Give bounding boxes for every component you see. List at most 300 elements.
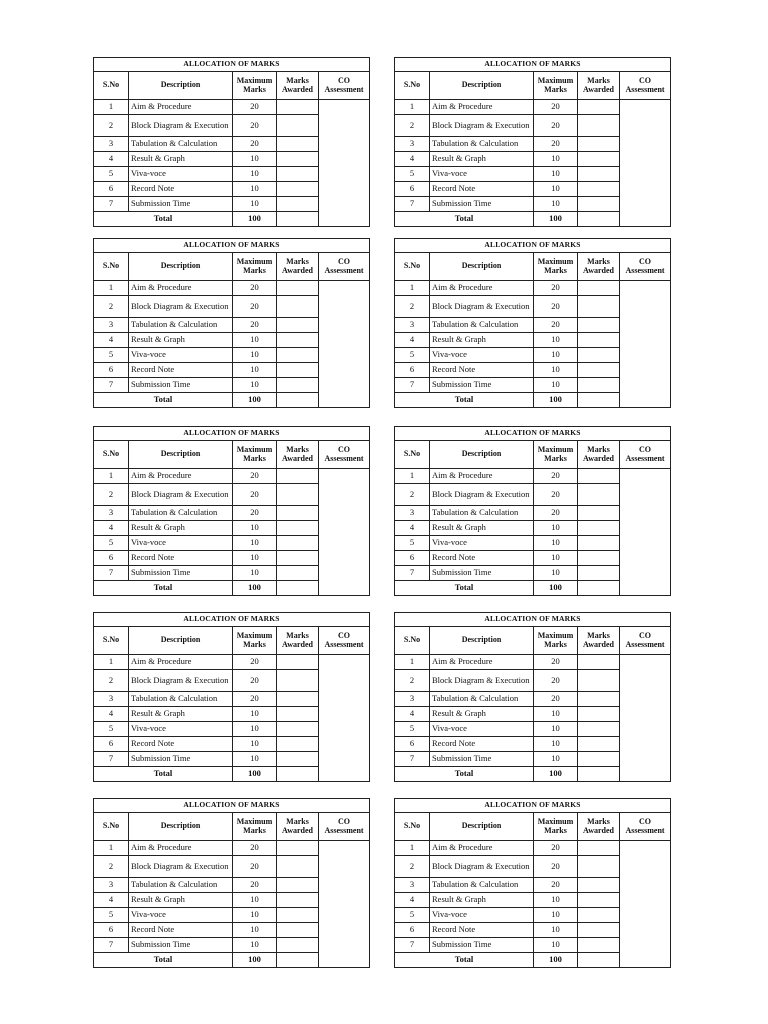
row-sno: 1: [94, 281, 129, 296]
table-row: [395, 167, 671, 182]
header-max-marks: Maximum Marks: [233, 253, 277, 281]
row-sno: 6: [395, 363, 430, 378]
header-sno: S.No: [395, 441, 430, 469]
row-sno: 7: [94, 378, 129, 393]
row-marks-awarded-cell[interactable]: [277, 893, 319, 908]
row-co-assessment-cell[interactable]: [620, 856, 671, 878]
row-sno: 6: [395, 923, 430, 938]
row-marks-awarded-cell[interactable]: [578, 100, 620, 115]
row-marks-awarded-cell[interactable]: [277, 115, 319, 137]
row-co-assessment-cell[interactable]: [319, 182, 370, 197]
table-title: ALLOCATION OF MARKS: [395, 799, 671, 813]
row-co-assessment-cell[interactable]: [319, 536, 370, 551]
row-description: Block Diagram & Execution: [129, 115, 233, 137]
row-marks-awarded-cell[interactable]: [277, 167, 319, 182]
row-description: Viva-voce: [430, 536, 534, 551]
row-co-assessment-cell[interactable]: [620, 878, 671, 893]
row-co-assessment-cell[interactable]: [319, 152, 370, 167]
row-marks-awarded-cell[interactable]: [277, 551, 319, 566]
row-co-assessment-cell[interactable]: [319, 318, 370, 333]
row-sno: 3: [94, 692, 129, 707]
row-sno: 1: [94, 469, 129, 484]
row-marks-awarded-cell[interactable]: [277, 137, 319, 152]
total-co-assessment-cell[interactable]: [620, 393, 671, 408]
row-max-marks: 20: [233, 115, 277, 137]
row-marks-awarded-cell[interactable]: [578, 722, 620, 737]
row-description: Viva-voce: [430, 908, 534, 923]
row-co-assessment-cell[interactable]: [620, 536, 671, 551]
row-sno: 5: [395, 348, 430, 363]
row-description: Tabulation & Calculation: [430, 137, 534, 152]
row-marks-awarded-cell[interactable]: [277, 566, 319, 581]
row-max-marks: 10: [233, 752, 277, 767]
table-title: ALLOCATION OF MARKS: [94, 799, 370, 813]
row-marks-awarded-cell[interactable]: [277, 378, 319, 393]
total-max-marks: 100: [534, 212, 578, 227]
row-marks-awarded-cell[interactable]: [277, 484, 319, 506]
row-max-marks: 10: [233, 707, 277, 722]
row-marks-awarded-cell[interactable]: [578, 521, 620, 536]
row-description: Block Diagram & Execution: [430, 115, 534, 137]
row-co-assessment-cell[interactable]: [319, 363, 370, 378]
row-co-assessment-cell[interactable]: [620, 566, 671, 581]
row-description: Tabulation & Calculation: [129, 506, 233, 521]
row-max-marks: 20: [233, 296, 277, 318]
table-row: [395, 182, 671, 197]
total-co-assessment-cell[interactable]: [319, 581, 370, 596]
row-co-assessment-cell[interactable]: [319, 115, 370, 137]
row-description: Record Note: [129, 923, 233, 938]
row-sno: 2: [94, 856, 129, 878]
row-co-assessment-cell[interactable]: [319, 551, 370, 566]
row-co-assessment-cell[interactable]: [319, 197, 370, 212]
row-co-assessment-cell[interactable]: [620, 938, 671, 953]
allocation-table: [93, 612, 370, 782]
row-co-assessment-cell[interactable]: [620, 752, 671, 767]
row-sno: 7: [94, 566, 129, 581]
row-sno: 1: [94, 100, 129, 115]
total-label: Total: [395, 581, 534, 596]
row-co-assessment-cell[interactable]: [319, 908, 370, 923]
header-sno: S.No: [395, 253, 430, 281]
header-max-marks: Maximum Marks: [233, 441, 277, 469]
table-row: [94, 484, 370, 506]
row-marks-awarded-cell[interactable]: [578, 737, 620, 752]
row-marks-awarded-cell[interactable]: [277, 197, 319, 212]
row-marks-awarded-cell[interactable]: [277, 841, 319, 856]
row-description: Aim & Procedure: [129, 281, 233, 296]
table-row: [94, 333, 370, 348]
row-marks-awarded-cell[interactable]: [277, 670, 319, 692]
row-marks-awarded-cell[interactable]: [578, 296, 620, 318]
header-max-marks: Maximum Marks: [534, 813, 578, 841]
row-marks-awarded-cell[interactable]: [578, 469, 620, 484]
row-marks-awarded-cell[interactable]: [578, 893, 620, 908]
row-marks-awarded-cell[interactable]: [578, 182, 620, 197]
allocation-table-card: [93, 426, 369, 596]
row-marks-awarded-cell[interactable]: [277, 856, 319, 878]
total-marks-awarded-cell[interactable]: [578, 581, 620, 596]
table-row: [94, 722, 370, 737]
row-marks-awarded-cell[interactable]: [578, 655, 620, 670]
row-marks-awarded-cell[interactable]: [277, 692, 319, 707]
row-marks-awarded-cell[interactable]: [578, 115, 620, 137]
row-sno: 6: [94, 182, 129, 197]
row-co-assessment-cell[interactable]: [620, 281, 671, 296]
row-marks-awarded-cell[interactable]: [277, 752, 319, 767]
row-co-assessment-cell[interactable]: [319, 100, 370, 115]
row-description: Viva-voce: [129, 908, 233, 923]
table-row: [94, 923, 370, 938]
table-row: [395, 363, 671, 378]
total-co-assessment-cell[interactable]: [319, 953, 370, 968]
row-co-assessment-cell[interactable]: [319, 670, 370, 692]
row-co-assessment-cell[interactable]: [319, 737, 370, 752]
row-description: Block Diagram & Execution: [430, 484, 534, 506]
header-marks-awarded: Marks Awarded: [277, 441, 319, 469]
total-co-assessment-cell[interactable]: [319, 393, 370, 408]
row-description: Aim & Procedure: [430, 655, 534, 670]
row-co-assessment-cell[interactable]: [319, 484, 370, 506]
row-marks-awarded-cell[interactable]: [578, 152, 620, 167]
table-row: [94, 707, 370, 722]
total-marks-awarded-cell[interactable]: [277, 393, 319, 408]
row-marks-awarded-cell[interactable]: [277, 469, 319, 484]
row-marks-awarded-cell[interactable]: [578, 484, 620, 506]
row-co-assessment-cell[interactable]: [620, 182, 671, 197]
total-row: [395, 212, 671, 227]
row-max-marks: 20: [233, 841, 277, 856]
row-sno: 3: [395, 506, 430, 521]
row-max-marks: 10: [233, 363, 277, 378]
row-sno: 1: [94, 841, 129, 856]
row-co-assessment-cell[interactable]: [319, 469, 370, 484]
total-marks-awarded-cell[interactable]: [578, 393, 620, 408]
row-marks-awarded-cell[interactable]: [277, 348, 319, 363]
row-co-assessment-cell[interactable]: [620, 197, 671, 212]
row-co-assessment-cell[interactable]: [319, 137, 370, 152]
allocation-table-card: [394, 426, 670, 596]
row-max-marks: 10: [233, 908, 277, 923]
header-max-marks: Maximum Marks: [233, 72, 277, 100]
total-marks-awarded-cell[interactable]: [277, 212, 319, 227]
row-sno: 2: [395, 115, 430, 137]
row-marks-awarded-cell[interactable]: [578, 566, 620, 581]
header-co-assessment: CO Assessment: [620, 627, 671, 655]
table-row: [94, 752, 370, 767]
row-description: Block Diagram & Execution: [129, 856, 233, 878]
total-co-assessment-cell[interactable]: [620, 212, 671, 227]
row-co-assessment-cell[interactable]: [319, 692, 370, 707]
row-description: Tabulation & Calculation: [430, 692, 534, 707]
row-co-assessment-cell[interactable]: [319, 923, 370, 938]
row-max-marks: 20: [534, 655, 578, 670]
total-co-assessment-cell[interactable]: [620, 953, 671, 968]
table-row: [395, 484, 671, 506]
row-max-marks: 10: [534, 378, 578, 393]
row-marks-awarded-cell[interactable]: [578, 551, 620, 566]
row-sno: 2: [94, 115, 129, 137]
row-marks-awarded-cell[interactable]: [277, 908, 319, 923]
row-co-assessment-cell[interactable]: [319, 521, 370, 536]
row-sno: 3: [395, 692, 430, 707]
total-max-marks: 100: [534, 581, 578, 596]
header-co-assessment: CO Assessment: [620, 72, 671, 100]
row-co-assessment-cell[interactable]: [620, 333, 671, 348]
row-marks-awarded-cell[interactable]: [277, 878, 319, 893]
row-sno: 6: [395, 182, 430, 197]
row-co-assessment-cell[interactable]: [620, 100, 671, 115]
row-max-marks: 10: [233, 152, 277, 167]
row-co-assessment-cell[interactable]: [620, 137, 671, 152]
row-description: Tabulation & Calculation: [129, 878, 233, 893]
row-sno: 4: [94, 707, 129, 722]
total-marks-awarded-cell[interactable]: [277, 953, 319, 968]
row-sno: 7: [395, 938, 430, 953]
total-row: [94, 581, 370, 596]
row-co-assessment-cell[interactable]: [319, 378, 370, 393]
row-marks-awarded-cell[interactable]: [578, 938, 620, 953]
row-co-assessment-cell[interactable]: [620, 363, 671, 378]
row-marks-awarded-cell[interactable]: [578, 363, 620, 378]
row-sno: 7: [94, 197, 129, 212]
row-co-assessment-cell[interactable]: [620, 737, 671, 752]
row-description: Aim & Procedure: [430, 469, 534, 484]
row-co-assessment-cell[interactable]: [620, 167, 671, 182]
row-sno: 2: [395, 484, 430, 506]
row-marks-awarded-cell[interactable]: [277, 707, 319, 722]
row-co-assessment-cell[interactable]: [319, 841, 370, 856]
row-marks-awarded-cell[interactable]: [578, 856, 620, 878]
row-marks-awarded-cell[interactable]: [277, 536, 319, 551]
table-row: [395, 938, 671, 953]
total-label: Total: [395, 767, 534, 782]
row-sno: 4: [395, 521, 430, 536]
row-co-assessment-cell[interactable]: [620, 551, 671, 566]
row-marks-awarded-cell[interactable]: [578, 841, 620, 856]
row-marks-awarded-cell[interactable]: [578, 536, 620, 551]
row-max-marks: 10: [233, 551, 277, 566]
table-title: ALLOCATION OF MARKS: [94, 58, 370, 72]
header-co-assessment: CO Assessment: [319, 813, 370, 841]
row-marks-awarded-cell[interactable]: [578, 281, 620, 296]
table-row: [94, 469, 370, 484]
row-description: Block Diagram & Execution: [430, 856, 534, 878]
row-marks-awarded-cell[interactable]: [578, 318, 620, 333]
row-marks-awarded-cell[interactable]: [277, 296, 319, 318]
row-marks-awarded-cell[interactable]: [578, 137, 620, 152]
row-marks-awarded-cell[interactable]: [578, 378, 620, 393]
total-row: [94, 767, 370, 782]
total-co-assessment-cell[interactable]: [620, 767, 671, 782]
total-label: Total: [94, 581, 233, 596]
table-title: ALLOCATION OF MARKS: [395, 613, 671, 627]
row-co-assessment-cell[interactable]: [620, 893, 671, 908]
row-co-assessment-cell[interactable]: [319, 722, 370, 737]
row-co-assessment-cell[interactable]: [620, 923, 671, 938]
row-description: Submission Time: [129, 938, 233, 953]
table-row: [395, 841, 671, 856]
allocation-table-card: [93, 798, 369, 968]
row-co-assessment-cell[interactable]: [620, 484, 671, 506]
row-max-marks: 20: [233, 469, 277, 484]
row-max-marks: 10: [233, 378, 277, 393]
row-co-assessment-cell[interactable]: [319, 167, 370, 182]
row-description: Aim & Procedure: [430, 841, 534, 856]
table-row: [395, 692, 671, 707]
row-marks-awarded-cell[interactable]: [277, 737, 319, 752]
row-max-marks: 20: [534, 137, 578, 152]
total-marks-awarded-cell[interactable]: [578, 212, 620, 227]
row-marks-awarded-cell[interactable]: [277, 318, 319, 333]
row-co-assessment-cell[interactable]: [319, 506, 370, 521]
row-marks-awarded-cell[interactable]: [277, 281, 319, 296]
row-marks-awarded-cell[interactable]: [277, 182, 319, 197]
row-sno: 4: [395, 152, 430, 167]
row-co-assessment-cell[interactable]: [319, 281, 370, 296]
row-co-assessment-cell[interactable]: [319, 333, 370, 348]
row-co-assessment-cell[interactable]: [620, 722, 671, 737]
row-marks-awarded-cell[interactable]: [277, 521, 319, 536]
row-co-assessment-cell[interactable]: [620, 908, 671, 923]
header-co-assessment: CO Assessment: [319, 627, 370, 655]
row-description: Viva-voce: [430, 722, 534, 737]
row-co-assessment-cell[interactable]: [620, 841, 671, 856]
row-co-assessment-cell[interactable]: [620, 707, 671, 722]
row-marks-awarded-cell[interactable]: [578, 923, 620, 938]
row-sno: 7: [395, 752, 430, 767]
row-marks-awarded-cell[interactable]: [277, 506, 319, 521]
table-title: ALLOCATION OF MARKS: [395, 427, 671, 441]
row-co-assessment-cell[interactable]: [620, 692, 671, 707]
row-marks-awarded-cell[interactable]: [578, 752, 620, 767]
table-row: [395, 670, 671, 692]
row-max-marks: 20: [233, 484, 277, 506]
table-row: [395, 333, 671, 348]
row-marks-awarded-cell[interactable]: [578, 670, 620, 692]
total-marks-awarded-cell[interactable]: [578, 953, 620, 968]
row-co-assessment-cell[interactable]: [620, 378, 671, 393]
row-sno: 7: [94, 752, 129, 767]
row-co-assessment-cell[interactable]: [319, 893, 370, 908]
row-marks-awarded-cell[interactable]: [277, 923, 319, 938]
row-max-marks: 10: [534, 752, 578, 767]
total-co-assessment-cell[interactable]: [319, 212, 370, 227]
total-row: [94, 212, 370, 227]
row-co-assessment-cell[interactable]: [620, 318, 671, 333]
row-co-assessment-cell[interactable]: [620, 506, 671, 521]
row-max-marks: 20: [534, 670, 578, 692]
row-description: Aim & Procedure: [129, 100, 233, 115]
row-co-assessment-cell[interactable]: [620, 115, 671, 137]
row-co-assessment-cell[interactable]: [620, 655, 671, 670]
row-sno: 1: [395, 655, 430, 670]
row-description: Tabulation & Calculation: [129, 318, 233, 333]
total-marks-awarded-cell[interactable]: [277, 581, 319, 596]
header-marks-awarded: Marks Awarded: [277, 813, 319, 841]
row-marks-awarded-cell[interactable]: [578, 333, 620, 348]
row-co-assessment-cell[interactable]: [620, 152, 671, 167]
row-co-assessment-cell[interactable]: [319, 296, 370, 318]
row-co-assessment-cell[interactable]: [620, 469, 671, 484]
row-max-marks: 20: [233, 655, 277, 670]
total-marks-awarded-cell[interactable]: [277, 767, 319, 782]
row-description: Viva-voce: [129, 536, 233, 551]
table-row: [94, 115, 370, 137]
row-marks-awarded-cell[interactable]: [578, 878, 620, 893]
table-row: [395, 348, 671, 363]
row-co-assessment-cell[interactable]: [319, 878, 370, 893]
row-description: Viva-voce: [129, 348, 233, 363]
row-co-assessment-cell[interactable]: [319, 707, 370, 722]
row-marks-awarded-cell[interactable]: [578, 692, 620, 707]
total-max-marks: 100: [233, 212, 277, 227]
header-max-marks: Maximum Marks: [534, 253, 578, 281]
table-row: [94, 908, 370, 923]
header-co-assessment: CO Assessment: [620, 253, 671, 281]
total-co-assessment-cell[interactable]: [319, 767, 370, 782]
table-row: [395, 893, 671, 908]
row-marks-awarded-cell[interactable]: [277, 100, 319, 115]
row-max-marks: 10: [534, 908, 578, 923]
row-co-assessment-cell[interactable]: [620, 670, 671, 692]
header-description: Description: [129, 441, 233, 469]
allocation-table-card: [93, 238, 369, 408]
total-row: [94, 953, 370, 968]
row-co-assessment-cell[interactable]: [620, 348, 671, 363]
row-marks-awarded-cell[interactable]: [578, 908, 620, 923]
row-marks-awarded-cell[interactable]: [578, 707, 620, 722]
table-row: [395, 878, 671, 893]
allocation-table: [394, 238, 671, 408]
allocation-table-card: [394, 612, 670, 782]
row-co-assessment-cell[interactable]: [319, 655, 370, 670]
header-description: Description: [430, 627, 534, 655]
row-co-assessment-cell[interactable]: [319, 856, 370, 878]
row-co-assessment-cell[interactable]: [319, 566, 370, 581]
total-co-assessment-cell[interactable]: [620, 581, 671, 596]
total-label: Total: [395, 953, 534, 968]
row-marks-awarded-cell[interactable]: [277, 655, 319, 670]
row-co-assessment-cell[interactable]: [319, 938, 370, 953]
row-max-marks: 10: [534, 566, 578, 581]
row-marks-awarded-cell[interactable]: [277, 938, 319, 953]
row-co-assessment-cell[interactable]: [620, 521, 671, 536]
row-marks-awarded-cell[interactable]: [277, 152, 319, 167]
header-co-assessment: CO Assessment: [319, 72, 370, 100]
header-co-assessment: CO Assessment: [620, 813, 671, 841]
row-co-assessment-cell[interactable]: [319, 752, 370, 767]
row-marks-awarded-cell[interactable]: [578, 167, 620, 182]
row-marks-awarded-cell[interactable]: [578, 506, 620, 521]
table-row: [94, 878, 370, 893]
row-co-assessment-cell[interactable]: [319, 348, 370, 363]
row-marks-awarded-cell[interactable]: [578, 348, 620, 363]
total-max-marks: 100: [233, 953, 277, 968]
row-description: Result & Graph: [129, 152, 233, 167]
row-marks-awarded-cell[interactable]: [578, 197, 620, 212]
row-marks-awarded-cell[interactable]: [277, 363, 319, 378]
total-marks-awarded-cell[interactable]: [578, 767, 620, 782]
row-sno: 2: [395, 856, 430, 878]
table-row: [395, 137, 671, 152]
row-marks-awarded-cell[interactable]: [277, 333, 319, 348]
table-title: ALLOCATION OF MARKS: [395, 239, 671, 253]
row-co-assessment-cell[interactable]: [620, 296, 671, 318]
row-marks-awarded-cell[interactable]: [277, 722, 319, 737]
table-row: [94, 670, 370, 692]
row-sno: 1: [94, 655, 129, 670]
